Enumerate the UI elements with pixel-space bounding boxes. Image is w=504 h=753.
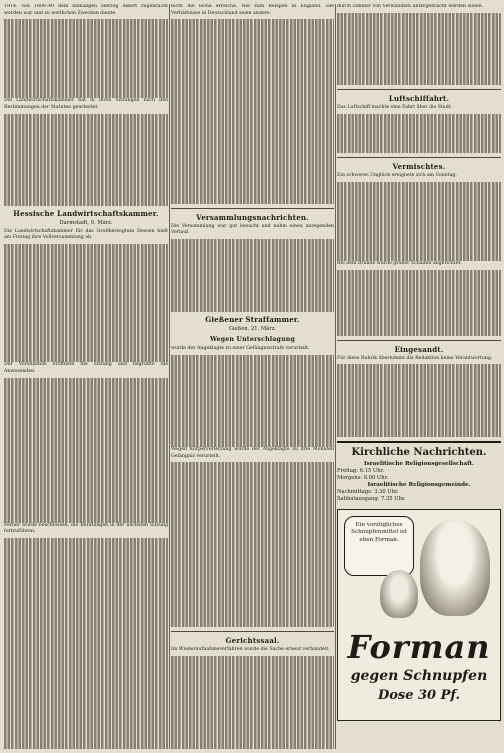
article-text: Der Vorsitzende eröffnete die Sitzung und begrüßte die Anwesenden. xyxy=(4,362,168,375)
dateline: Gießen, 21. März. xyxy=(228,325,277,332)
article-text: Für diese Rubrik übernimmt die Redaktion keine Verantwortung. xyxy=(337,355,493,361)
article-text: Die Landwirtschaftskammer hat in ihren Sitzungen nach den Bestimmungen der Statuten gearbeitet. xyxy=(4,98,168,110)
section-heading: Vermischtes. xyxy=(392,162,446,172)
divider xyxy=(337,441,501,443)
dateline: Darmstadt, 9. März. xyxy=(59,219,113,226)
section-heading: Luftschiffahrt. xyxy=(388,94,450,104)
article-text: Ein schweres Unglück ereignete sich am Sonntag. xyxy=(337,173,457,179)
article-text: Die Versammlung war gut besucht und nahm einen anregenden Verlauf. xyxy=(171,223,334,236)
article-text: Wegen Körperverletzung wurde der Angeklagte zu drei Monaten Gefängnis verurteilt. xyxy=(171,447,334,459)
section-heading: Eingesandt. xyxy=(394,344,444,354)
ad-illustration xyxy=(380,570,418,618)
article-text: Die Landwirtschaftskammer für das Großherzogtum Hessen hielt am Freitag ihre Vollversammlung ab. xyxy=(4,228,168,241)
column-rule xyxy=(335,4,336,749)
section-heading: Gießener Straffammer. xyxy=(205,314,300,324)
section-heading: Kirchliche Nachrichten. xyxy=(351,446,487,458)
divider xyxy=(171,631,334,632)
divider xyxy=(337,340,501,341)
article-text: Bei dem Brande wurde großer Schaden angerichtet. xyxy=(337,261,462,266)
divider xyxy=(337,89,501,90)
column-2 xyxy=(171,4,334,749)
service-time: Morgens: 8.00 Uhr. xyxy=(337,474,389,481)
sub-heading: Wegen Unterschlagung xyxy=(209,336,295,344)
divider xyxy=(337,157,501,158)
article-text: Das Luftschiff machte eine Fahrt über die Stadt. xyxy=(337,105,453,111)
article-text: 1914. von 1800–40 dem damaligen Herzog Albert zugebracht worden war und zu weltlichen Zwecken diente. xyxy=(4,4,168,16)
article-text: Im Wiederaufnahmeverfahren wurde die Sache erneut verhandelt. xyxy=(171,647,330,653)
column-rule xyxy=(169,4,170,749)
service-time: Freitag: 6.15 Uhr. xyxy=(337,467,385,474)
ad-brand: Forman xyxy=(347,627,491,666)
ad-illustration xyxy=(420,520,490,616)
article-text: nicht die Höhe erreiche, wie zum Beispiel in England. Die Verhältnisse in Deutschland seien andere. xyxy=(171,4,334,16)
service-time: Sabbatausgang: 7.35 Uhr. xyxy=(337,495,406,502)
sub-heading: Israelitische Religionsgemeinde. xyxy=(367,481,471,488)
column-1 xyxy=(4,4,168,749)
ad-slogan: gegen Schnupfen xyxy=(350,667,488,684)
section-heading: Versammlungsnachrichten. xyxy=(196,212,309,222)
section-heading: Gerichtssaal. xyxy=(225,636,280,646)
article-text: wurde der Angeklagte zu einer Gefängnisstrafe verurteilt. xyxy=(171,346,310,352)
column-3 xyxy=(337,4,501,749)
service-time: Nachmittags: 3.30 Uhr. xyxy=(337,488,399,495)
article-text: durch Zimmer von Verwandten untergebracht werden sollen. xyxy=(337,4,484,9)
forman-advertisement xyxy=(337,509,501,721)
article-text: Ferner wurde beschlossen, die Beratungen in der nächsten Sitzung fortzuführen. xyxy=(4,522,168,535)
divider xyxy=(171,208,334,209)
sub-heading: Israelitische Religionsgesellschaft. xyxy=(363,460,475,467)
section-heading: Hessische Landwirtschaftskammer. xyxy=(13,208,159,218)
ad-speech-bubble: Ein vorzügliches Schnupfenmittel ist eben Forman. xyxy=(344,516,414,576)
ad-price: Dose 30 Pf. xyxy=(377,687,461,703)
